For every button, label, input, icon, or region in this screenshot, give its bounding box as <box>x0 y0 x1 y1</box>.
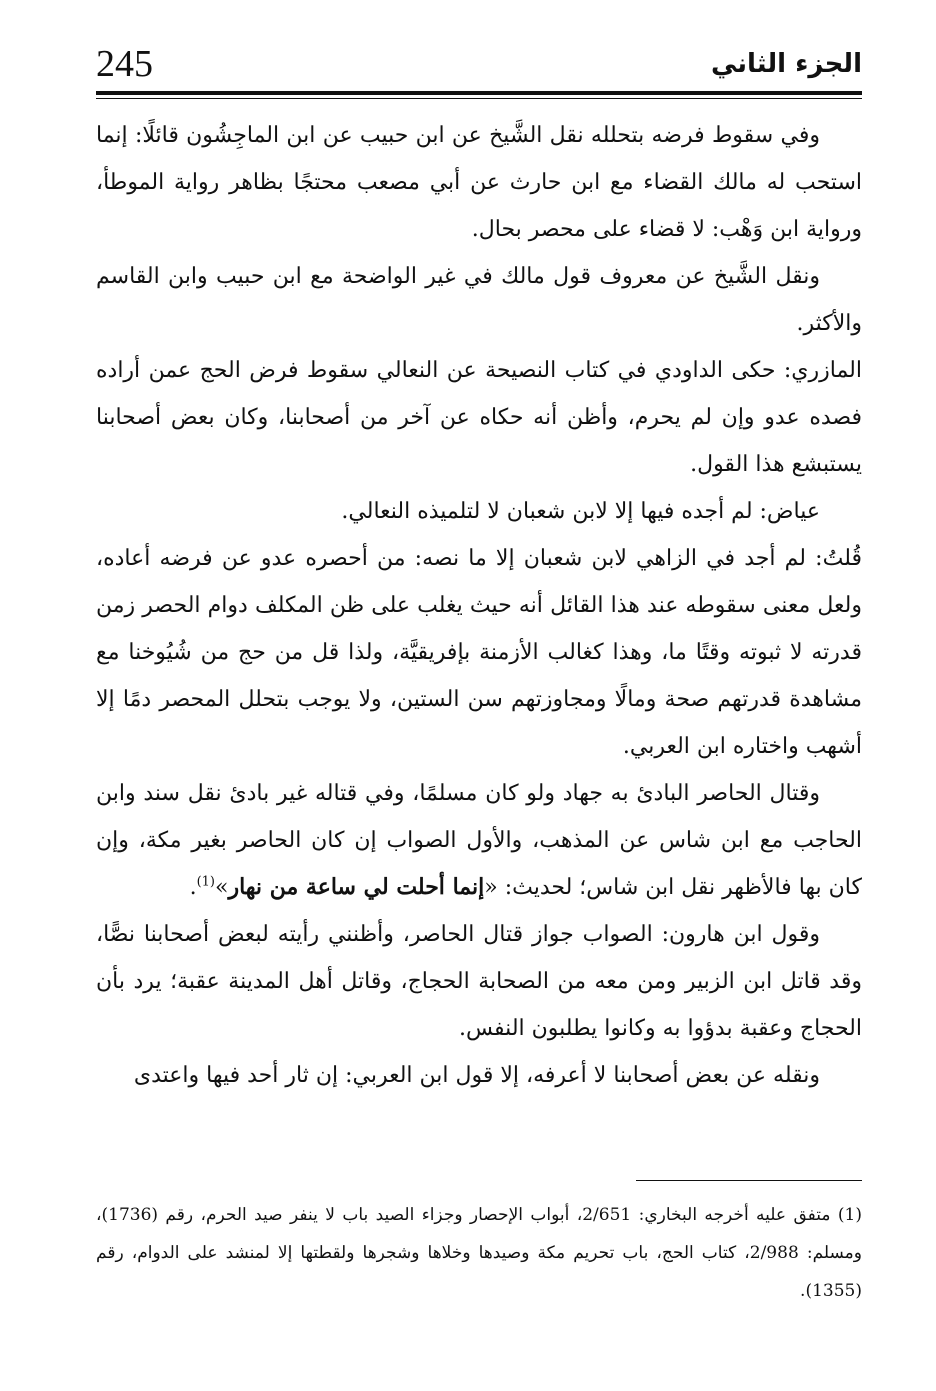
page-header <box>96 42 862 90</box>
footnote-separator <box>636 1180 862 1181</box>
footnotes <box>96 1196 862 1310</box>
paragraph: وقول ابن هارون: الصواب جواز قتال الحاصر، وأظنني رأيته لبعض أصحابنا نصًّا، وقد قاتل ابن الزبير ومن معه من الصحابة الحجاج، وقاتل أهل المدينة عقبة؛ يرد بأن الحجاج وعقبة بدؤوا به وكانوا يطلبون النفس. <box>96 922 862 1041</box>
paragraph-text: وقتال الحاصر البادئ به جهاد ولو كان مسلمًا، وفي قتاله غير بادئ نقل سند وابن الحاجب مع ابن شاس عن المذهب، والأول الصواب إن كان الحاصر بغير مكة، وإن كان بها فالأظهر نقل ابن شاس؛ لحديث: « <box>96 781 862 900</box>
footnote-ref[interactable]: (1) <box>196 874 215 890</box>
paragraph <box>96 770 862 911</box>
header-rule-thin <box>96 98 862 99</box>
header-rule-thick <box>96 91 862 95</box>
paragraph-end: . <box>189 875 197 900</box>
paragraph: المازري: حكى الداودي في كتاب النصيحة عن النعالي سقوط فرض الحج عمن أراده فصده عدو وإن لم يحرم، وأظن أنه حكاه عن آخر من أصحابنا، وكان بعض أصحابنا يستبشع هذا القول. <box>96 358 862 477</box>
paragraph: وفي سقوط فرضه بتحلله نقل الشَّيخ عن ابن حبيب عن ابن الماجِشُون قائلًا: إنما استحب له مالك القضاء مع ابن حارث عن أبي مصعب محتجًا بظاهر رواية الموطأ، ورواية ابن وَهْب: لا قضاء على محصر بحال. <box>96 123 862 242</box>
hadith-quote: إنما أحلت لي ساعة من نهار <box>228 874 485 900</box>
paragraph: ونقل الشَّيخ عن معروف قول مالك في غير الواضحة مع ابن حبيب وابن القاسم والأكثر. <box>96 264 862 336</box>
main-text <box>96 112 862 1099</box>
part-title: الجزء الثاني <box>710 49 862 79</box>
footnote: (1) متفق عليه أخرجه البخاري: 2/651، أبواب الإحصار وجزاء الصيد باب لا ينفر صيد الحرم، رقم (1736)، ومسلم: 2/988، كتاب الحج، باب تحريم مكة وصيدها وخلاها وشجرها ولقطتها إلا لمنشد على الدوام، رقم (1355). <box>96 1205 862 1301</box>
paragraph: قُلتُ: لم أجد في الزاهي لابن شعبان إلا ما نصه: من أحصره عدو عن فرضه أعاده، ولعل معنى سقوطه عند هذا القائل أنه حيث يغلب على ظن المكلف دوام الحصر زمن قدرته لا ثبوته وقتًا ما، وهذا كغالب الأزمنة بإفريقيَّة، ولذا قل من حج من شُيُوخنا مع مشاهدة قدرتهم صحة ومالًا ومجاوزتهم سن الستين، ولا يوجب بتحلل المحصر دمًا إلا أشهب واختاره ابن العربي. <box>96 546 862 759</box>
quote-close: » <box>215 875 229 900</box>
page-number: 245 <box>96 43 153 85</box>
paragraph: عياض: لم أجده فيها إلا لابن شعبان لا لتلميذه النعالي. <box>341 499 820 524</box>
paragraph: ونقله عن بعض أصحابنا لا أعرفه، إلا قول ابن العربي: إن ثار أحد فيها واعتدى <box>133 1063 820 1088</box>
